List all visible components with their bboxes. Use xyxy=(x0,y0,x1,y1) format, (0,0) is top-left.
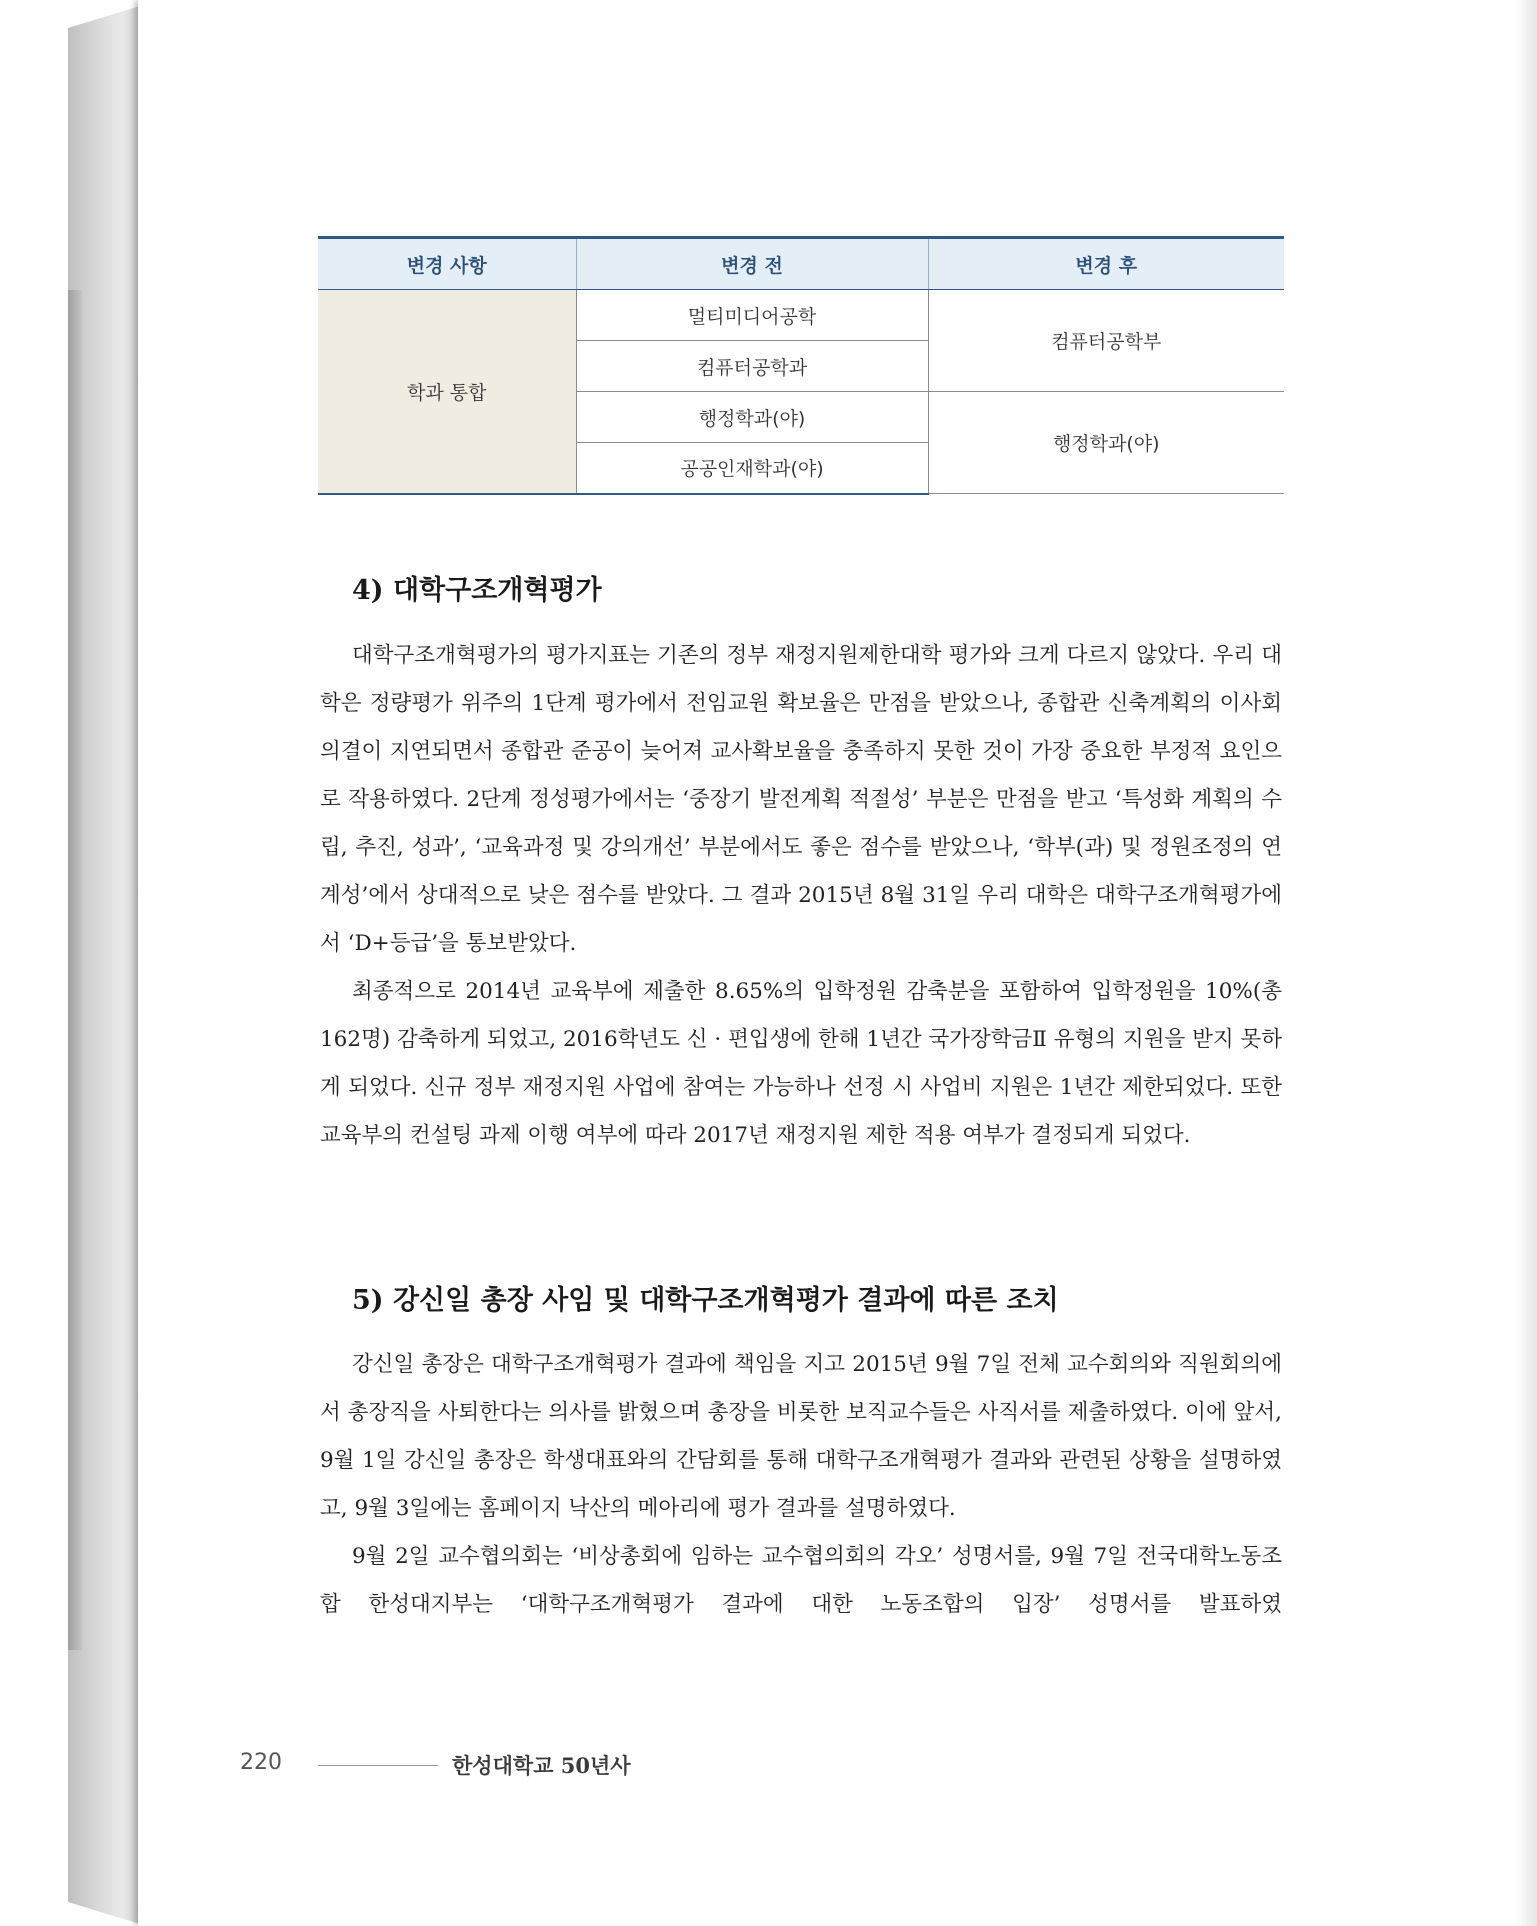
table-header-cell: 변경 후 xyxy=(928,238,1284,290)
table-header-cell: 변경 전 xyxy=(576,238,928,290)
before-cell: 멀티미디어공학 xyxy=(576,290,928,341)
before-cell: 공공인재학과(야) xyxy=(576,443,928,494)
table-header-row xyxy=(318,238,1284,290)
footer-divider xyxy=(318,1765,438,1766)
page-shadow xyxy=(1515,0,1537,1926)
section-heading: 5) 강신일 총장 사임 및 대학구조개혁평가 결과에 따른 조치 xyxy=(352,1285,1059,1316)
body-paragraph: 9월 2일 교수협의회는 ‘비상총회에 임하는 교수협의회의 각오’ 성명서를, 9월 7일 전국대학노동조합 한성대지부는 ‘대학구조개혁평가 결과에 대한 노동조합의 입장’ 성명서를 발표하였 xyxy=(320,1544,1282,1617)
book-spine-edge xyxy=(68,290,82,1650)
body-paragraph: 강신일 총장은 대학구조개혁평가 결과에 책임을 지고 2015년 9월 7일 전체 교수회의와 직원회의에서 총장직을 사퇴한다는 의사를 밝혔으며 총장을 비롯한 보직교수들은 사직서를 제출하였다. 이에 앞서, 9월 1일 강신일 총장은 학생대표와의 간담회를 통해 대학구조개혁평가 결과와 관련된 상황을 설명하였고, 9월 3일에는 홈페이지 낙산의 메아리에 평가 결과를 설명하였다. xyxy=(320,1352,1282,1521)
before-cell: 컴퓨터공학과 xyxy=(576,341,928,392)
department-change-table xyxy=(318,236,1284,495)
table-header-cell: 변경 사항 xyxy=(318,238,576,290)
change-category-cell: 학과 통합 xyxy=(318,290,576,494)
book-title: 한성대학교 50년사 xyxy=(452,1753,631,1778)
body-paragraph: 최종적으로 2014년 교육부에 제출한 8.65%의 입학정원 감축분을 포함하여 입학정원을 10%(총 162명) 감축하게 되었고, 2016학년도 신 · 편입생에 한해 1년간 국가장학금Ⅱ 유형의 지원을 받지 못하게 되었다. 신규 정부 재정지원 사업에 참여는 가능하나 선정 시 사업비 지원은 1년간 제한되었다. 또한 교육부의 컨설팅 과제 이행 여부에 따라 2017년 재정지원 제한 적용 여부가 결정되게 되었다. xyxy=(320,979,1282,1148)
page-number: 220 xyxy=(240,1750,282,1775)
after-cell: 컴퓨터공학부 xyxy=(928,290,1284,392)
section-heading: 4) 대학구조개혁평가 xyxy=(352,575,602,606)
after-cell: 행정학과(야) xyxy=(928,392,1284,494)
table-row xyxy=(318,290,1284,341)
body-paragraph: 대학구조개혁평가의 평가지표는 기존의 정부 재정지원제한대학 평가와 크게 다르지 않았다. 우리 대학은 정량평가 위주의 1단계 평가에서 전임교원 확보율은 만점을 받았으나, 종합관 신축계획의 이사회 의결이 지연되면서 종합관 준공이 늦어져 교사확보율을 충족하지 못한 것이 가장 중요한 부정적 요인으로 작용하였다. 2단계 정성평가에서는 ‘중장기 발전계획 적절성’ 부분은 만점을 받고 ‘특성화 계획의 수립, 추진, 성과’, ‘교육과정 및 강의개선’ 부분에서도 좋은 점수를 받았으나, ‘학부(과) 및 정원조정의 연계성’에서 상대적으로 낮은 점수를 받았다. 그 결과 2015년 8월 31일 우리 대학은 대학구조개혁평가에서 ‘D+등급’을 통보받았다. xyxy=(320,643,1282,956)
before-cell: 행정학과(야) xyxy=(576,392,928,443)
